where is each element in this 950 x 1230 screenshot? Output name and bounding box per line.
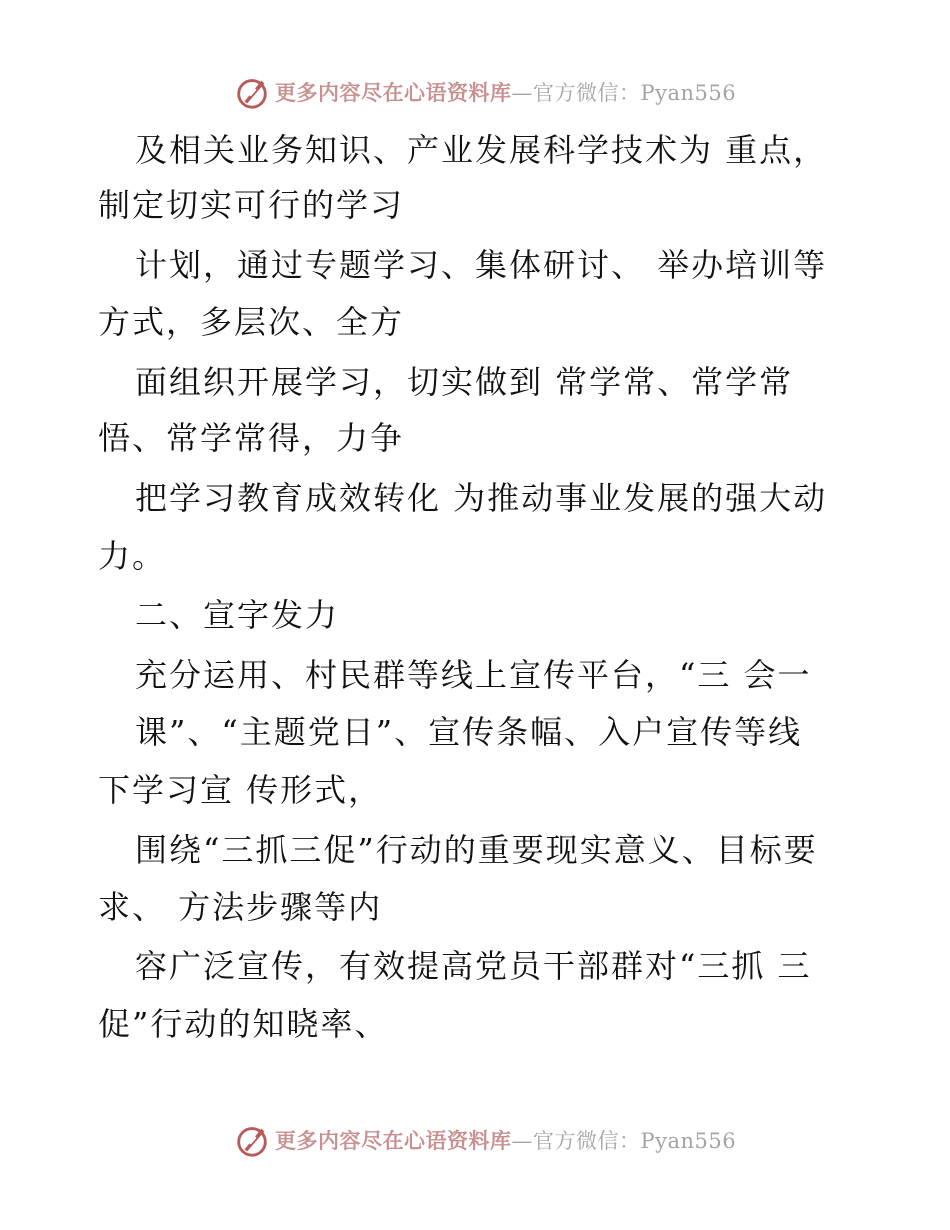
text-line-1: 及相关业务知识、产业发展科学技术为 重点， xyxy=(135,131,828,169)
watermark-group xyxy=(233,72,736,112)
text-line-15: 容广泛宣传，有效提高党员干部群对“三抓 三 xyxy=(135,947,812,985)
header-watermark xyxy=(0,70,950,114)
text-line-6: 悟、常学常得，力争 xyxy=(98,419,405,457)
text-line-14: 求、 方法步骤等内 xyxy=(98,888,383,926)
text-line-10: 充分运用、村民群等线上宣传平台，“三 会一 xyxy=(135,656,812,694)
text-line-4: 方式，多层次、全方 xyxy=(98,303,405,341)
watermark-text: 更多内容尽在心语资料库—官方微信：Pyan556 xyxy=(275,1128,737,1153)
watermark-text: 更多内容尽在心语资料库—官方微信：Pyan556 xyxy=(275,80,737,105)
watermark-group xyxy=(233,1120,736,1160)
text-line-2: 制定切实可行的学习 xyxy=(98,186,405,224)
text-line-12: 下学习宣 传形式， xyxy=(98,771,383,809)
text-line-3: 计划，通过专题学习、集体研讨、 举办培训等 xyxy=(135,246,828,284)
quill-logo-icon xyxy=(233,1121,271,1159)
text-line-8: 力。 xyxy=(98,537,167,575)
text-line-16: 促”行动的知晓率、 xyxy=(98,1005,389,1043)
section-heading: 二、宣字发力 xyxy=(135,596,340,634)
quill-logo-icon xyxy=(233,73,271,111)
footer-watermark xyxy=(0,1118,950,1162)
text-line-11: 课”、“主题党日”、宣传条幅、入户宣传等线 xyxy=(135,713,803,751)
text-line-5: 面组织开展学习，切实做到 常学常、常学常 xyxy=(135,363,794,401)
text-line-7: 把学习教育成效转化 为推动事业发展的强大动 xyxy=(135,479,828,517)
text-line-13: 围绕“三抓三促”行动的重要现实意义、目标要 xyxy=(135,831,818,869)
